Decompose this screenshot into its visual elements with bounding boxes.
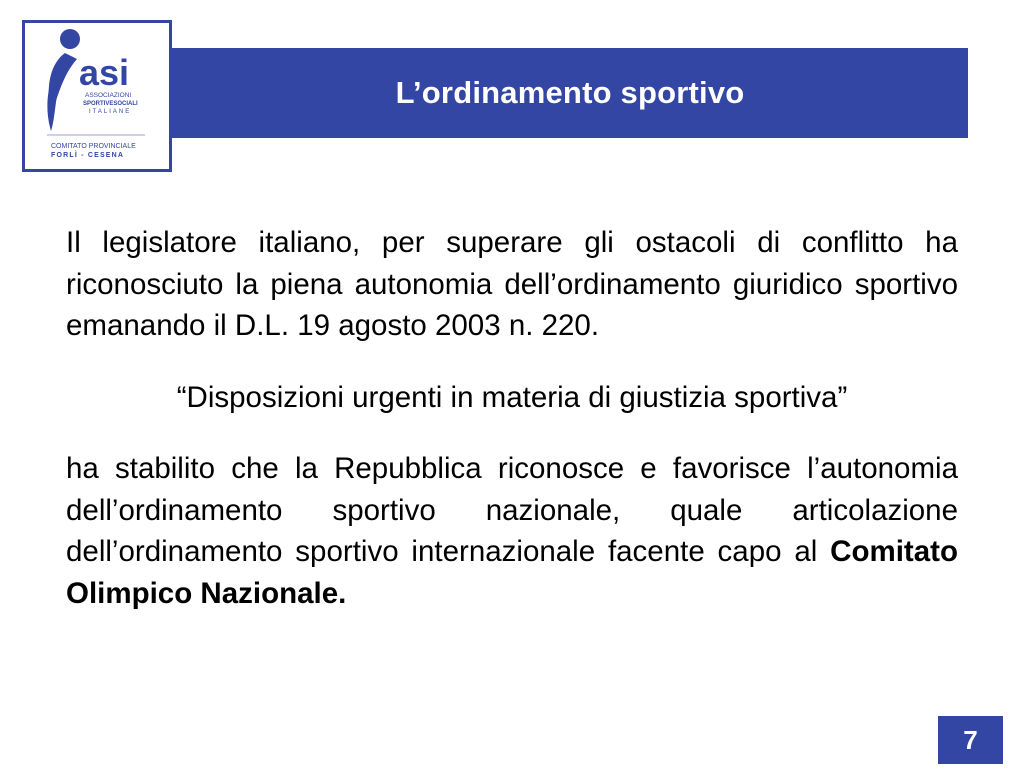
logo-dot-icon — [60, 29, 80, 49]
asi-logo-graphic — [25, 23, 169, 169]
paragraph-conclusion — [66, 448, 958, 614]
page-number: 7 — [938, 716, 1003, 764]
logo-line5: FORLÌ - CESENA — [51, 152, 125, 159]
title-bar — [172, 48, 968, 138]
logo-line1: ASSOCIAZIONI — [85, 92, 132, 99]
paragraph-conclusion-text: ha stabilito che la Repubblica riconosce e favorisce l’autonomia dell’ordinamento sportivo nazionale, quale articolazione dell’ordinamento sportivo internazionale facente capo al — [66, 452, 958, 568]
logo-line2: SPORTIVESOCIALI — [83, 101, 138, 107]
asi-logo — [22, 20, 172, 172]
logo-line3: ITALIANE — [89, 109, 132, 115]
paragraph-intro: Il legislatore italiano, per superare gli ostacoli di conflitto ha riconosciuto la piena autonomia dell’ordinamento giuridico sportivo emanando il D.L. 19 agosto 2003 n. 220. — [66, 226, 958, 342]
decree-title-quote: “Disposizioni urgenti in materia di giustizia sportiva” — [176, 380, 848, 414]
slide-body — [66, 222, 958, 614]
logo-mark: asi — [79, 52, 130, 93]
logo-line4: COMITATO PROVINCIALE — [51, 143, 136, 150]
coni-name: Comitato Olimpico Nazionale. — [66, 535, 958, 610]
slide-title: L’ordinamento sportivo — [395, 75, 745, 110]
